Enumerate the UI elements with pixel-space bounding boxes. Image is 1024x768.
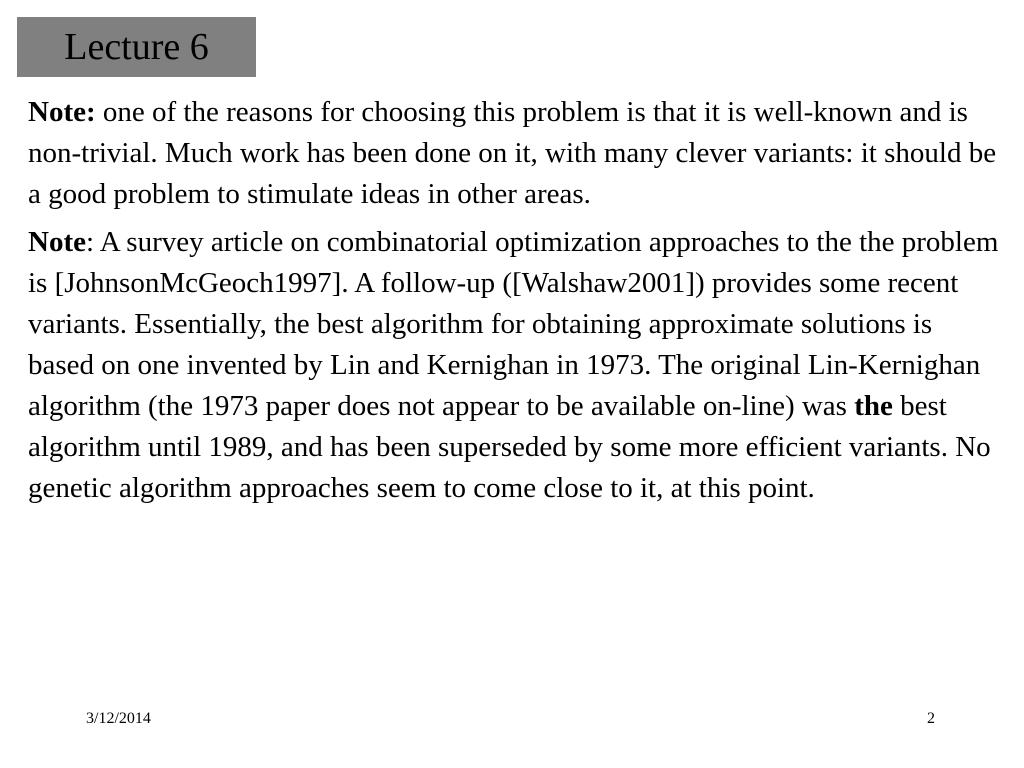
- note-label: Note: [28, 226, 86, 258]
- slide-title-box: [17, 17, 256, 77]
- note-paragraph-1: [28, 92, 1003, 215]
- note-text-part-2: best algorithm until 1989, and has been superseded by some more efficient variants. No genetic algorithm approaches seem to come close to it, at this point.: [28, 390, 991, 504]
- slide-body: [28, 92, 1003, 516]
- note-paragraph-2: [28, 222, 1003, 509]
- note-text-part-1: : A survey article on combinatorial optimization approaches to the the problem is [JohnsonMcGeoch1997]. A follow-up ([Walshaw2001]) provides some recent variants. Essentially, the best algorithm for obtaining approximate solutions is based on one invented by Lin and Kernighan in 1973. The original Lin-Kernighan algorithm (the 1973 paper does not appear to be available on-line) was: [28, 226, 999, 422]
- note-text: one of the reasons for choosing this problem is that it is well-known and is non-trivial. Much work has been done on it, with many clever variants: it should be a good problem to stimulate ideas in other areas.: [28, 96, 997, 210]
- footer-date: 3/12/2014: [86, 710, 151, 727]
- slide-title: Lecture 6: [64, 26, 209, 68]
- emphasis-word: the: [854, 390, 893, 422]
- note-label: Note:: [28, 96, 96, 128]
- footer-page-number: 2: [927, 710, 935, 727]
